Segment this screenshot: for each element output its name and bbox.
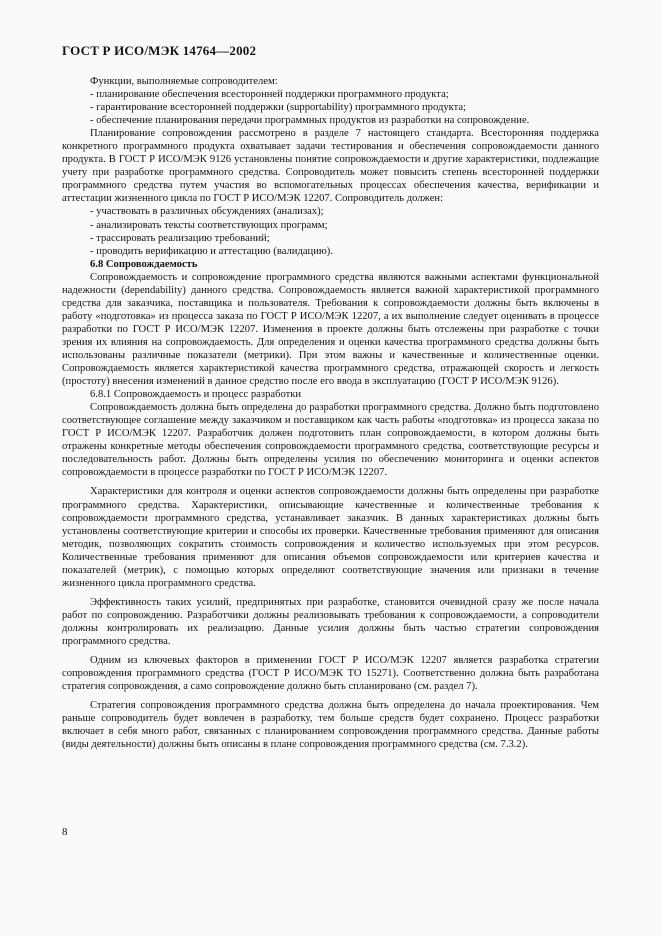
function-item: - обеспечение планирования передачи программных продуктов из разработки на сопровождение. (62, 114, 599, 127)
section-heading-6-8: 6.8 Сопровождаемость (90, 258, 198, 270)
duty-item: - анализировать тексты соответствующих программ; (62, 219, 599, 232)
paragraph-6-8-1-c: Эффективность таких усилий, предпринятых при разработке, становится очевидной сразу же после начала работ по сопровождению. Разработчики должны реализовывать требования к сопровождаемости, а сопроводители должны контролировать их реализацию. Данные усилия должны быть частью стратегии сопровождения программного средства. (62, 596, 599, 647)
duty-item: - проводить верификацию и аттестацию (валидацию). (62, 245, 599, 258)
function-item: - планирование обеспечения всесторонней поддержки программного продукта; (62, 88, 599, 101)
paragraph-6-8-1-b: Характеристики для контроля и оценки аспектов сопровождаемости должны быть определены при разработке программного средства. Характеристики, описывающие качественные и количественные требования к сопровождаемости программного средства, устанавливает заказчик. В данных характеристиках должны быть установлены соответствующие критерии и способы их проверки. Качественные требования применяют для описания методик, позволяющих сократить стоимость сопровождения и количество используемых при этом ресурсов. Количественные требования применяют для описания объемов сопровождаемости или критериев качества и показателей (метрик), с помощью которых определяют соответствующие значения или признаки в течение жизненного цикла программного средства. (62, 486, 599, 589)
document-header: ГОСТ Р ИСО/МЭК 14764—2002 (62, 43, 257, 58)
paragraph-6-8: Сопровождаемость и сопровождение программного средства являются важными аспектами функциональной надежности (dependability) данного средства. Сопровождаемость является важной характеристикой программного средства для заказчика, поставщика и пользователя. Требования к сопровождаемости должны быть включены в работу «подготовка» из процесса заказа по ГОСТ Р ИСО/МЭК 12207, а их выполнение следует оценивать в процессе разработки по ГОСТ Р ИСО/МЭК 12207. Изменения в проекте должны быть отслежены при разработке с точки зрения их влияния на сопровождаемость. Для определения и оценки качества программного средства должны быть использованы различные показатели (метрики). При этом важны и качественные и количественные оценки. Сопровождаемость является характеристикой качества программного средства, отражающей скорость и легкость (простоту) внесения изменений в данное средство после его ввода в эксплуатацию (ГОСТ Р ИСО/МЭК 9126). (62, 271, 599, 388)
paragraph-6-8-1-a: Сопровождаемость должна быть определена до разработки программного средства. Должно быть подготовлено соответствующее соглашение между заказчиком и поставщиком как часть работы «подготовка» из процесса заказа по ГОСТ Р ИСО/МЭК 12207. Разработчик должен подготовить план сопровождаемости, в котором должны быть отражены конкретные методы обеспечения сопровождаемости программного средства, соответствующие ресурсы и последовательность работ. Должны быть определены усилия по обеспечению мониторинга и оценки аспектов сопровождаемости в процессе разработки по ГОСТ Р ИСО/МЭК 12207. (62, 402, 599, 479)
paragraph-6-8-1-e: Стратегия сопровождения программного средства должна быть определена до начала проектирования. Чем раньше сопроводитель будет вовлечен в разработку, тем больше средств будет сохранено. Процесс разработки включает в себя много работ, связанных с планированием сопровождения программного средства. Данные работы (виды деятельности) должны быть описаны в плане сопровождения программного средства (см. 7.3.2). (62, 700, 599, 751)
document-body (62, 75, 599, 751)
paragraph-6-8-1-d: Одним из ключевых факторов в применении ГОСТ Р ИСО/МЭК 12207 является разработка стратегии сопровождения программного средства (ГОСТ Р ИСО/МЭК ТО 15271). Соответственно должна быть разработана стратегия сопровождения, а само сопровождение должно быть спланировано (см. раздел 7). (62, 655, 599, 693)
duty-item: - участвовать в различных обсуждениях (анализах); (62, 205, 599, 218)
functions-intro: Функции, выполняемые сопроводителем: (90, 76, 278, 87)
section-heading-6-8-1: 6.8.1 Сопровождаемость и процесс разработки (90, 389, 302, 401)
paragraph-planning: Планирование сопровождения рассмотрено в разделе 7 настоящего стандарта. Всесторонняя поддержка конкретного программного продукта охватывает задачи тестирования и обеспечения сопровождаемости данного продукта. В ГОСТ Р ИСО/МЭК 9126 установлены понятие сопровождаемости и другие характеристики, подлежащие учету при разработке программного средства. Сопроводитель может повысить степень всесторонней поддержки программного средства путем участия во вспомогательных процессах обеспечения качества, верификации и аттестации жизненного цикла по ГОСТ Р ИСО/МЭК 12207. Сопроводитель должен: (62, 128, 599, 205)
page-number: 8 (62, 826, 68, 838)
duty-item: - трассировать реализацию требований; (62, 232, 599, 245)
function-item: - гарантирование всесторонней поддержки (supportability) программного продукта; (62, 101, 599, 114)
